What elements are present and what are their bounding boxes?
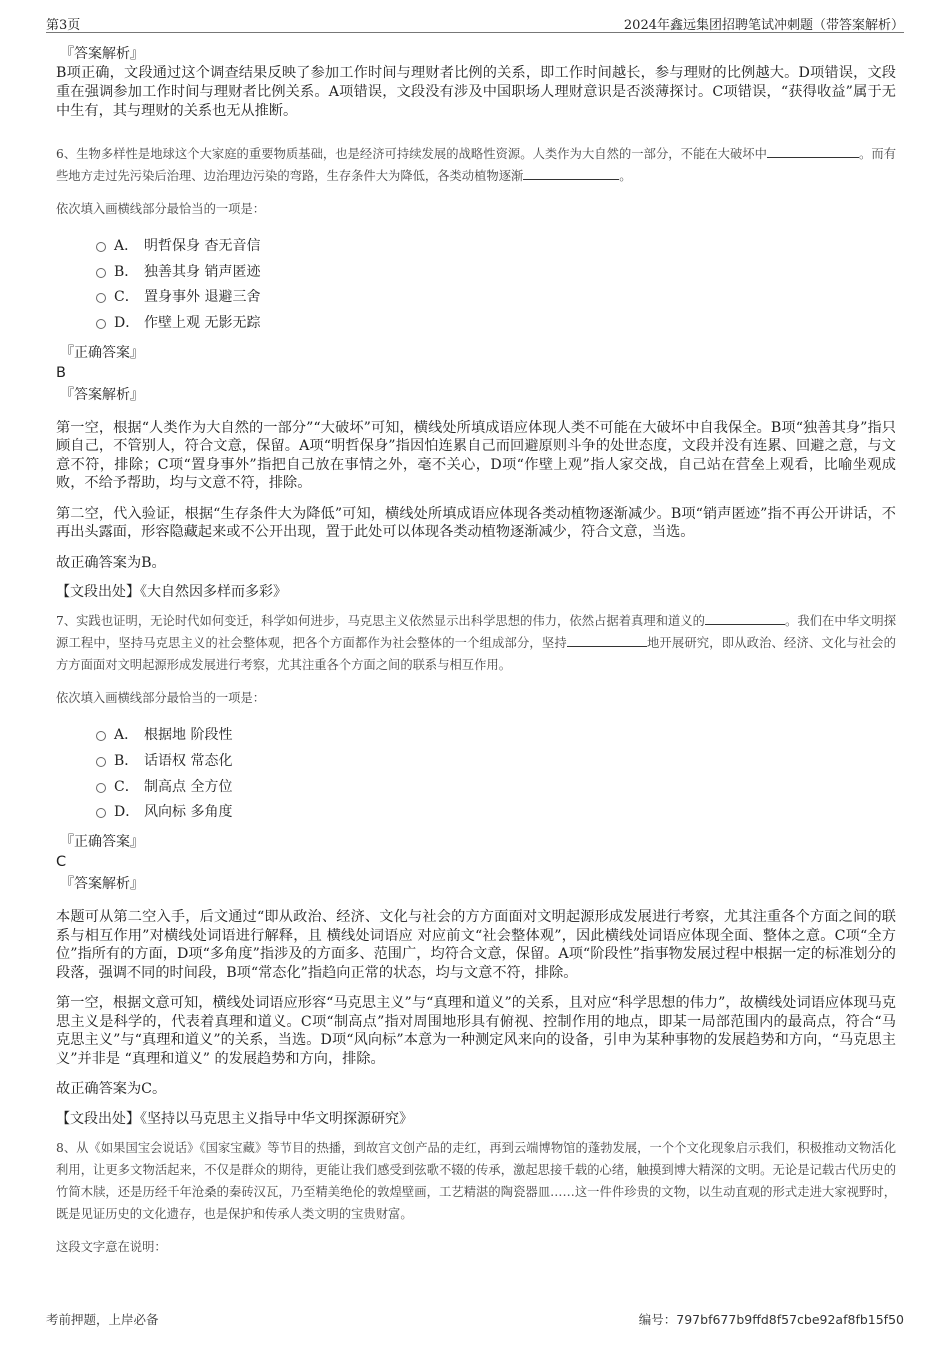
stem-text: 。我们在中华文明探源工程中，坚持马克思主义的社会整体观，把各个方面都作为社会整体的一个组成部分，坚持: [56, 614, 896, 651]
radio-icon[interactable]: [96, 268, 106, 278]
source-label: 【文段出处】: [56, 1110, 140, 1127]
source-line: [56, 582, 896, 602]
fill-blank: [767, 145, 859, 158]
fill-blank: [523, 167, 619, 180]
radio-icon[interactable]: [96, 783, 106, 793]
conclusion: 故正确答案为C。: [56, 1081, 167, 1097]
option-text: 根据地 阶段性: [144, 727, 233, 744]
option-list: [96, 723, 896, 826]
analysis-paragraph: 第一空，根据“人类作为大自然的一部分”“大破坏”可知，横线处所填成语应体现人类不可能在大破坏中自我保全。B项“独善其身”指只顾自己，不管别人，符合文意，保留。A项“明哲保身”指因怕连累自己而回避原则斗争的处世态度，文段并没有连累、回避之意，与文意不符，排除；C项“置身事外”指把自己放在事情之外，毫不关心，D项“作壁上观”指人家交战，自己站在营垒上观看，比喻坐观成败，不给予帮助，均与文意不符，排除。: [56, 419, 896, 492]
option-letter: A．: [114, 238, 139, 254]
analysis-label: 『答案解析』: [60, 386, 144, 403]
analysis-paragraph: 第一空，根据文意可知，横线处词语应形容“马克思主义”与“真理和道义”的关系，且对应“科学思想的伟力”，故横线处词语应体现马克思主义是科学的，代表着真理和道义。C项“制高点”指对周围地形具有俯视、控制作用的地点，即某一局部范围内的最高点，符合“马克思主义”与“真理和道义”的关系，当选。D项“风向标”本意为一种测定风来向的设备，引申为某种事物的发展趋势和方向，“马克思主义”并非是 “真理和道义” 的发展趋势和方向，排除。: [56, 995, 896, 1067]
footer-slogan: 考前押题，上岸必备: [46, 1312, 159, 1327]
page-content: [56, 44, 896, 1255]
option-d[interactable]: [96, 800, 896, 826]
option-letter: D．: [114, 804, 140, 821]
analysis-paragraph: 本题可从第二空入手，后文通过“即从政治、经济、文化与社会的方方面面对文明起源形成发展进行考察，尤其注重各个方面之间的联系与相互作用”对横线处词语进行解释，且 横线处词语应 对应前文“社会整体观”，因此横线处词语应体现全面、整体之意。C项“全方位”指所有的方面，D项“多角度”指涉及的方面多、范围广，均符合文意，保留。A项“阶段性”指事物发展过程中根据一定的标准划分的段落，强调不同的时间段，B项“常态化”指趋向正常的状态，均与文意不符，排除。: [56, 909, 896, 981]
analysis-label: 『答案解析』: [60, 46, 144, 62]
stem-text: 。而有些地方走过先污染后治理、边治理边污染的弯路，生存条件大为降低，各类动植物逐渐: [56, 147, 896, 183]
question-prompt: 这段文字意在说明：: [56, 1239, 167, 1254]
option-list: [96, 234, 896, 337]
source-title: 《大自然因多样而多彩》: [140, 584, 287, 601]
option-letter: C．: [114, 778, 139, 795]
analysis-text: B项正确，文段通过这个调查结果反映了参加工作时间与理财者比例的关系，即工作时间越长，参与理财的比例越大。D项错误，文段重在强调参加工作时间与理财者比例关系。A项错误，文段没有涉及中国职场人理财意识是否淡薄探讨。C项错误，“获得收益”属于无中生有，其与理财的关系也无从推断。: [56, 65, 896, 119]
stem-text: 。: [619, 169, 632, 183]
question-stem: [56, 143, 896, 187]
radio-icon[interactable]: [96, 757, 106, 767]
option-letter: C．: [114, 289, 139, 306]
stem-text: 7、实践也证明，无论时代如何变迁，科学如何进步，马克思主义依然显示出科学思想的伟力，依然占据着真理和道义的: [56, 614, 706, 629]
correct-answer-label: 『正确答案』: [60, 834, 144, 850]
option-c[interactable]: [96, 285, 896, 311]
radio-icon[interactable]: [96, 731, 106, 741]
question-prompt: 依次填入画横线部分最恰当的一项是：: [56, 691, 266, 706]
stem-text: 6、生物多样性是地球这个大家庭的重要物质基础，也是经济可持续发展的战略性资源。人类作为大自然的一部分，不能在大破坏中: [56, 147, 767, 161]
option-text: 作壁上观 无影无踪: [144, 315, 261, 332]
analysis-paragraph: 第二空，代入验证，根据“生存条件大为降低”可知，横线处所填成语应体现各类动植物逐渐减少。B项“销声匿迹”指不再公开讲话，不再出头露面，形容隐藏起来或不公开出现，置于此处可以体现各类动植物逐渐减少，符合文意，当选。: [56, 505, 896, 541]
radio-icon[interactable]: [96, 242, 106, 252]
option-c[interactable]: [96, 775, 896, 801]
analysis-label: 『答案解析』: [60, 876, 144, 892]
page-footer: [46, 1310, 904, 1328]
option-text: 制高点 全方位: [144, 778, 233, 795]
option-text: 风向标 多角度: [144, 804, 233, 821]
question-7: [56, 610, 896, 1128]
source-line: [56, 1109, 896, 1129]
radio-icon[interactable]: [96, 319, 106, 329]
option-text: 明哲保身 杳无音信: [144, 238, 261, 254]
option-letter: B．: [114, 263, 139, 280]
stem-text: 地开展研究，即从政治、经济、文化与社会的方方面面对文明起源形成发展进行考察，尤其注重各个方面之间的联系与相互作用。: [56, 636, 896, 673]
correct-answer: B: [56, 364, 66, 381]
option-text: 置身事外 退避三舍: [144, 289, 261, 306]
fill-blank: [705, 612, 785, 625]
q5-analysis: [56, 44, 896, 121]
option-letter: A．: [114, 727, 139, 744]
source-title: 《坚持以马克思主义指导中华文明探源研究》: [140, 1110, 413, 1127]
conclusion: 故正确答案为B。: [56, 554, 166, 571]
option-b[interactable]: [96, 749, 896, 775]
option-b[interactable]: [96, 260, 896, 286]
question-6: [56, 143, 896, 602]
option-a[interactable]: [96, 723, 896, 749]
question-prompt: 依次填入画横线部分最恰当的一项是：: [56, 202, 266, 216]
page-number: 第3页: [46, 18, 81, 33]
page-header: [46, 12, 904, 33]
document-title: 2024年鑫远集团招聘笔试冲刺题（带答案解析）: [623, 18, 904, 33]
document-id: 编号：797bf677b9ffd8f57cbe92af8fb15f50: [638, 1312, 904, 1327]
option-a[interactable]: [96, 234, 896, 260]
fill-blank: [567, 634, 647, 647]
option-letter: B．: [114, 752, 139, 769]
radio-icon[interactable]: [96, 293, 106, 303]
question-8: [56, 1137, 896, 1255]
radio-icon[interactable]: [96, 808, 106, 818]
correct-answer-label: 『正确答案』: [60, 344, 144, 361]
option-d[interactable]: [96, 311, 896, 337]
correct-answer: C: [56, 854, 67, 870]
question-stem: [56, 610, 896, 676]
source-label: 【文段出处】: [56, 584, 140, 601]
option-letter: D．: [114, 315, 140, 332]
option-text: 独善其身 销声匿迹: [144, 263, 261, 280]
question-stem: 8、从《如果国宝会说话》《国家宝藏》等节目的热播，到故宫文创产品的走红，再到云端博物馆的蓬勃发展，一个个文化现象启示我们，积极推动文物活化利用，让更多文物活起来，不仅是群众的期待，更能让我们感受到弦歌不辍的传承，激起思接千载的心绪，触摸到博大精深的文明。无论是记载古代历史的竹简木牍，还是历经千年沧桑的秦砖汉瓦，乃至精美绝伦的敦煌壁画，工艺精湛的陶瓷器皿……这一件件珍贵的文物，以生动直观的形式走进大家视野时，既是见证历史的文化遗存，也是保护和传承人类文明的宝贵财富。: [56, 1140, 896, 1221]
option-text: 话语权 常态化: [144, 752, 233, 769]
